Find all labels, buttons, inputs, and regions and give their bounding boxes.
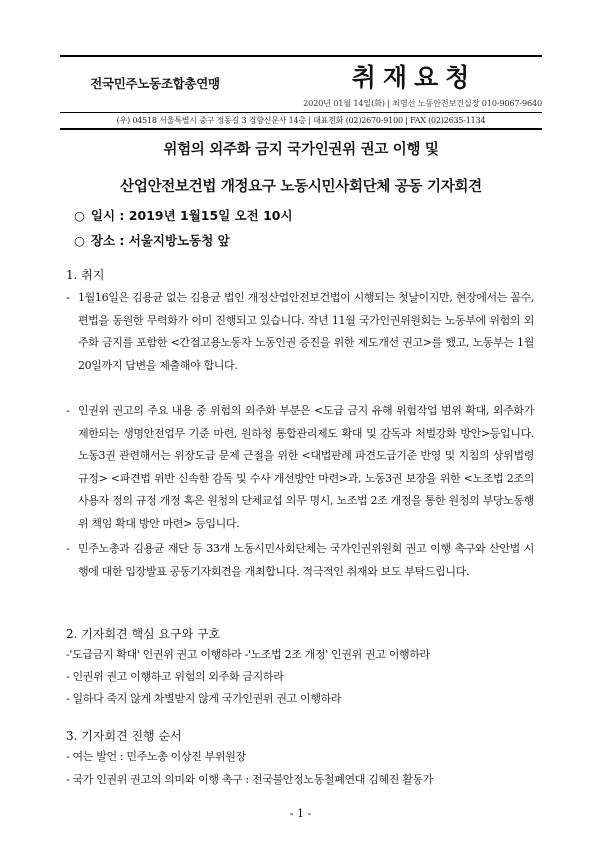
place-text: 장소 : 서울지방노동청 앞 bbox=[90, 233, 230, 248]
section-1-item: - 1월16일은 김용균 없는 김용균 법인 개정산업안전보건법이 시행되는 첫날이지만, 현장에서는 꼼수, 편법을 동원한 무력화가 이미 진행되고 있습니다. 작년 11월 국가인권위원회는 노동부에 위험의 외주화 금지를 포함한 <간접고용노동자 노동인권 증진을 위한 제도개선 권고>를 했고, 노동부는 1월20일까지 답변을 제출해야 합니다. bbox=[66, 287, 534, 377]
letterhead bbox=[60, 55, 542, 114]
event-datetime bbox=[74, 206, 293, 224]
section-2-heading: 2. 기자회견 핵심 요구와 구호 bbox=[66, 627, 221, 641]
section-1-item-text: 민주노총과 김용균 재단 등 33개 노동시민사회단체는 국가인권위원회 권고 이행 촉구와 산안법 시행에 대한 입장발표 공동기자회견을 개최합니다. 적극적인 취재와 보도 부탁드립니다. bbox=[78, 542, 534, 578]
section-1-item-text: 인권위 권고의 주요 내용 중 위험의 외주화 부분은 <도급 금지 유해 위험작업 범위 확대, 외주화가 제한되는 생명안전업무 기준 마련, 원하청 통합관리제도 확대 및 감독과 처벌강화 방안>등입니다. 노동3권 관련해서는 위장도급 문제 근절을 위한 <대법판례 파견도급기준 반영 및 지침의 상위법령 규정> <파견법 위반 신속한 감독 및 수사 개선방안 마련>과, 노동3권 보장을 위한 <노조법 2조의 사용자 정의 규정 개정 혹은 원청의 단체교섭 의무 명시, 노조법 2조 개정을 통한 원청의 부당노동행위 책임 확대 방안 마련> 등입니다. bbox=[78, 404, 534, 530]
event-place bbox=[74, 231, 230, 249]
demand-line: - 일하다 죽지 않게 차별받지 않게 국가인권위 권고 이행하라 bbox=[66, 692, 342, 705]
demand-line: - 인권위 권고 이행하고 위험의 외주화 금지하라 bbox=[66, 670, 284, 683]
program-line: - 여는 발언 : 민주노총 이상진 부위원장 bbox=[66, 750, 246, 763]
program-line: - 국가 인권위 권고의 의미와 이행 촉구 : 전국불안정노동철폐연대 김혜진 활동가 bbox=[66, 773, 434, 786]
date-contact: 2020년 01월 14일(화) | 최명선 노동안전보건실장 010-9067-9640 bbox=[303, 97, 542, 108]
section-1-item: - 민주노총과 김용균 재단 등 33개 노동시민사회단체는 국가인권위원회 권고 이행 촉구와 산안법 시행에 대한 입장발표 공동기자회견을 개최합니다. 적극적인 취재와 보도 부탁드립니다. bbox=[66, 538, 534, 583]
address-bar: (우) 04518 서울특별시 중구 정동길 3 경향신문사 14층 | 대표전화 (02)2670-9100 | FAX (02)2635-1134 bbox=[60, 112, 542, 130]
section-1-item-text: 1월16일은 김용균 없는 김용균 법인 개정산업안전보건법이 시행되는 첫날이지만, 현장에서는 꼼수, 편법을 동원한 무력화가 이미 진행되고 있습니다. 작년 11월 국가인권위원회는 노동부에 위험의 외주화 금지를 포함한 <간접고용노동자 노동인권 증진을 위한 제도개선 권고>를 했고, 노동부는 1월20일까지 답변을 제출해야 합니다. bbox=[78, 291, 534, 372]
page-number: - 1 - bbox=[289, 807, 312, 820]
org-name: 전국민주노동조합총연맹 bbox=[90, 76, 220, 91]
bullet-icon: ○ bbox=[74, 233, 85, 248]
headline-line-2: 산업안전보건법 개정요구 노동시민사회단체 공동 기자회견 bbox=[120, 179, 482, 195]
section-1-item: - 인권위 권고의 주요 내용 중 위험의 외주화 부분은 <도급 금지 유해 위험작업 범위 확대, 외주화가 제한되는 생명안전업무 기준 마련, 원하청 통합관리제도 확대 및 감독과 처벌강화 방안>등입니다. 노동3권 관련해서는 위장도급 문제 근절을 위한 <대법판례 파견도급기준 반영 및 지침의 상위법령 규정> <파견법 위반 신속한 감독 및 수사 개선방안 마련>과, 노동3권 보장을 위한 <노조법 2조의 사용자 정의 규정 개정 혹은 원청의 단체교섭 의무 명시, 노조법 2조 개정을 통한 원청의 부당노동행위 책임 확대 방안 마련> 등입니다. bbox=[66, 400, 534, 535]
document-type-title: 취재요청 bbox=[351, 63, 477, 92]
demand-line: -'도급금지 확대' 인권위 권고 이행하라 -'노조법 2조 개정' 인권위 권고 이행하라 bbox=[66, 648, 430, 661]
section-3-heading: 3. 기자회견 진행 순서 bbox=[66, 729, 182, 743]
bullet-icon: ○ bbox=[74, 208, 85, 223]
section-1-heading: 1. 취지 bbox=[66, 268, 105, 282]
datetime-text: 일시 : 2019년 1월15일 오전 10시 bbox=[90, 208, 293, 223]
headline-line-1: 위험의 외주화 금지 국가인권위 권고 이행 및 bbox=[163, 142, 439, 158]
